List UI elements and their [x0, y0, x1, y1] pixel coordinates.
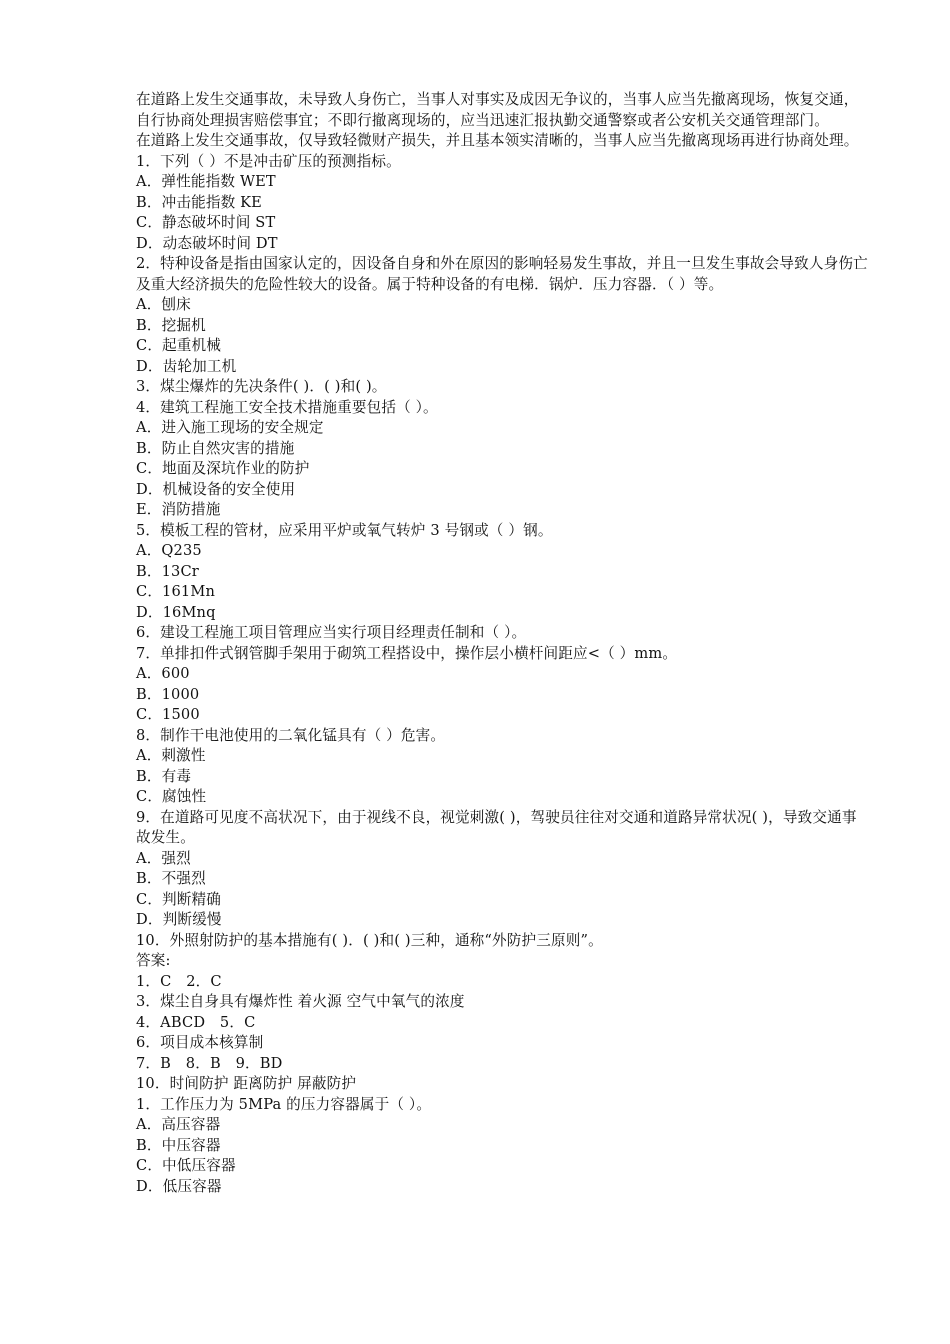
question-4-option-a: A．进入施工现场的安全规定 — [136, 419, 324, 436]
question-4-option-c: C．地面及深坑作业的防护 — [136, 460, 310, 477]
question-5-option-b: B．13Cr — [136, 562, 199, 580]
pressure-option-d: D．低压容器 — [136, 1177, 222, 1195]
question-2-option-a: A．刨床 — [136, 296, 191, 313]
answers-heading: 答案: — [136, 952, 171, 969]
question-8-option-a: A．刺激性 — [136, 747, 206, 764]
pressure-option-b: B．中压容器 — [136, 1136, 221, 1154]
answer-3: 3．煤尘自身具有爆炸性 着火源 空气中氧气的浓度 — [136, 993, 465, 1010]
question-6: 6．建设工程施工项目管理应当实行项目经理责任制和（ ）。 — [136, 624, 527, 641]
question-9-option-d: D．判断缓慢 — [136, 911, 222, 928]
question-2: 2．特种设备是指由国家认定的，因设备自身和外在原因的影响轻易发生事故，并且一旦发生事故会导致人身伤亡及重大经济损失的危险性较大的设备。属于特种设备的有电梯．锅炉．压力容器．（ ）等。 — [136, 255, 868, 293]
question-5: 5．模板工程的管材，应采用平炉或氧气转炉 3 号钢或（ ）钢。 — [136, 521, 553, 539]
question-8-option-b: B．有毒 — [136, 767, 192, 785]
question-1-option-a: A．弹性能指数 WET — [136, 173, 276, 190]
answer-4-5: 4．ABCD 5．C — [136, 1013, 256, 1031]
question-1-option-c: C．静态破坏时间 ST — [136, 214, 276, 231]
paragraph-minor-accident: 在道路上发生交通事故，仅导致轻微财产损失，并且基本领实清晰的，当事人应当先撤离现场再进行协商处理。 — [136, 132, 859, 149]
question-8: 8．制作干电池使用的二氧化锰具有（ ）危害。 — [136, 726, 446, 744]
question-1: 1．下列（ ）不是冲击矿压的预测指标。 — [136, 152, 401, 170]
pressure-option-c: C．中低压容器 — [136, 1157, 236, 1174]
document-body — [136, 90, 870, 1197]
question-1-option-d: D．动态破坏时间 DT — [136, 234, 278, 252]
answer-10: 10．时间防护 距离防护 屏蔽防护 — [136, 1075, 357, 1092]
question-2-option-d: D．齿轮加工机 — [136, 357, 237, 375]
question-9-option-b: B．不强烈 — [136, 870, 206, 887]
question-10: 10．外照射防护的基本措施有( )．( )和( )三种，通称“外防护三原则”。 — [136, 931, 603, 949]
paragraph-accident-rules: 在道路上发生交通事故，未导致人身伤亡，当事人对事实及成因无争议的，当事人应当先撤离现场，恢复交通，自行协商处理损害赔偿事宜；不即行撤离现场的，应当迅速汇报执勤交通警察或者公安机关交通管理部门。 — [136, 91, 859, 129]
question-1-option-b: B．冲击能指数 KE — [136, 193, 262, 211]
question-4-option-d: D．机械设备的安全使用 — [136, 480, 296, 498]
question-2-option-c: C．起重机械 — [136, 337, 222, 354]
question-9-option-c: C．判断精确 — [136, 890, 222, 908]
question-4: 4．建筑工程施工安全技术措施重要包括（ ）。 — [136, 398, 438, 416]
question-4-option-b: B．防止自然灾害的措施 — [136, 439, 295, 457]
question-9: 9．在道路可见度不高状况下，由于视线不良，视觉刺激( )，驾驶员往往对交通和道路异常状况( )，导致交通事故发生。 — [136, 808, 857, 846]
question-7-option-c: C．1500 — [136, 706, 200, 723]
pressure-option-a: A．高压容器 — [136, 1116, 221, 1133]
question-5-option-a: A．Q235 — [136, 542, 202, 559]
question-8-option-c: C．腐蚀性 — [136, 788, 207, 805]
question-7-option-b: B．1000 — [136, 685, 200, 703]
question-4-option-e: E．消防措施 — [136, 501, 221, 518]
question-7: 7．单排扣件式钢管脚手架用于砌筑工程搭设中，操作层小横杆间距应<（ ）mm。 — [136, 644, 678, 662]
answer-7-8-9: 7．B 8．B 9．BD — [136, 1054, 283, 1072]
question-2-option-b: B．挖掘机 — [136, 316, 206, 334]
answer-1-2: 1．C 2．C — [136, 972, 222, 990]
answer-6: 6．项目成本核算制 — [136, 1034, 264, 1051]
question-9-option-a: A．强烈 — [136, 849, 191, 867]
question-5-option-c: C．161Mn — [136, 583, 216, 600]
question-3: 3．煤尘爆炸的先决条件( )．( )和( )。 — [136, 378, 387, 395]
question-7-option-a: A．600 — [136, 665, 190, 682]
question-5-option-d: D．16Mnq — [136, 603, 216, 621]
question-1-pressure-vessel: 1．工作压力为 5MPa 的压力容器属于（ ）。 — [136, 1095, 432, 1113]
